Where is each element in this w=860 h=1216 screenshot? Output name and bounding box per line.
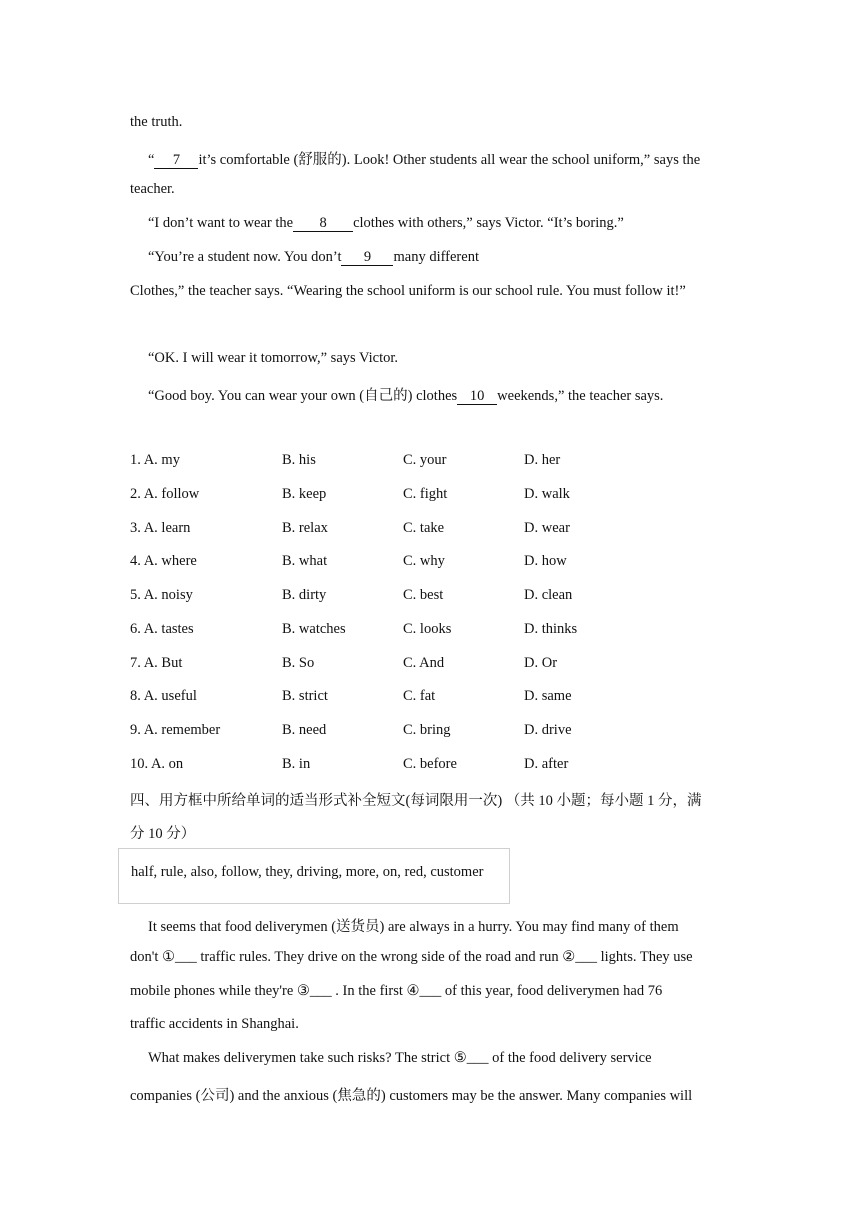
option-a: 10. A. on (130, 756, 184, 772)
open-quote: “ (148, 152, 155, 168)
option-a: 7. A. But (130, 655, 183, 671)
passage-line: companies (公司) and the anxious (焦急的) customers may be the answer. Many companies will (130, 1088, 693, 1104)
option-a: 9. A. remember (130, 722, 221, 738)
passage-text: clothes with others,” says Victor. “It’s boring.” (353, 215, 624, 231)
passage-line (148, 384, 663, 405)
option-d: D. clean (524, 587, 573, 603)
passage-text: “Good boy. You can wear your own (自己的) clothes (148, 388, 458, 404)
option-a: 4. A. where (130, 553, 197, 569)
blank-9: 9 (341, 249, 393, 266)
blank-8: 8 (293, 215, 353, 232)
option-b: B. need (282, 722, 327, 738)
passage-line: What makes deliverymen take such risks? The strict ⑤___ of the food delivery service (148, 1050, 652, 1066)
passage-text: many different (393, 249, 479, 265)
section-heading-line: 四、用方框中所给单词的适当形式补全短文(每词限用一次) （共 10 小题；每小题 1 分，满 (130, 793, 702, 809)
option-c: C. take (403, 520, 445, 536)
option-c: C. fat (403, 688, 436, 704)
passage-line (148, 249, 479, 266)
passage-line: the truth. (130, 114, 183, 130)
section-heading-line: 分 10 分） (130, 826, 196, 842)
option-b: B. dirty (282, 587, 327, 603)
option-b: B. So (282, 655, 315, 671)
option-a: 2. A. follow (130, 486, 200, 502)
passage-line: It seems that food deliverymen (送货员) are always in a hurry. You may find many of them (148, 919, 679, 935)
passage-text: “I don’t want to wear the (148, 215, 294, 231)
option-d: D. drive (524, 722, 572, 738)
blank-10: 10 (457, 388, 497, 405)
passage-text: weekends,” the teacher says. (497, 388, 664, 404)
blank-7: 7 (154, 152, 198, 169)
option-b: B. relax (282, 520, 328, 536)
option-c: C. why (403, 553, 445, 569)
option-b: B. strict (282, 688, 328, 704)
passage-line: traffic accidents in Shanghai. (130, 1016, 299, 1032)
option-a: 6. A. tastes (130, 621, 194, 637)
option-d: D. same (524, 688, 572, 704)
passage-line: mobile phones while they're ③___ . In the first ④___ of this year, food deliverymen had 76 (130, 983, 663, 999)
option-c: C. best (403, 587, 444, 603)
option-b: B. keep (282, 486, 327, 502)
option-d: D. Or (524, 655, 558, 671)
option-a: 3. A. learn (130, 520, 191, 536)
passage-line (148, 148, 700, 169)
option-d: D. wear (524, 520, 570, 536)
word-box-text: half, rule, also, follow, they, driving, more, on, red, customer (131, 864, 484, 880)
passage-line: “OK. I will wear it tomorrow,” says Victor. (148, 350, 399, 366)
passage-text: “You’re a student now. You don’t (148, 249, 342, 265)
option-d: D. after (524, 756, 569, 772)
passage-text: it’s comfortable (舒服的). Look! Other students all wear the school uniform,” says the (198, 152, 701, 168)
option-b: B. watches (282, 621, 346, 637)
option-c: C. before (403, 756, 457, 772)
option-c: C. bring (403, 722, 451, 738)
option-c: C. your (403, 452, 447, 468)
option-d: D. her (524, 452, 561, 468)
option-d: D. thinks (524, 621, 578, 637)
passage-line: teacher. (130, 181, 175, 197)
passage-line: Clothes,” the teacher says. “Wearing the school uniform is our school rule. You must follow it!” (130, 283, 686, 299)
option-b: B. what (282, 553, 328, 569)
option-b: B. in (282, 756, 311, 772)
option-c: C. And (403, 655, 445, 671)
option-c: C. fight (403, 486, 448, 502)
option-d: D. how (524, 553, 567, 569)
option-b: B. his (282, 452, 316, 468)
option-a: 1. A. my (130, 452, 180, 468)
option-d: D. walk (524, 486, 570, 502)
passage-line: don't ①___ traffic rules. They drive on the wrong side of the road and run ②___ lights. They use (130, 949, 693, 965)
passage-line (148, 215, 624, 232)
word-box (118, 848, 510, 904)
option-c: C. looks (403, 621, 452, 637)
option-a: 8. A. useful (130, 688, 197, 704)
option-a: 5. A. noisy (130, 587, 193, 603)
